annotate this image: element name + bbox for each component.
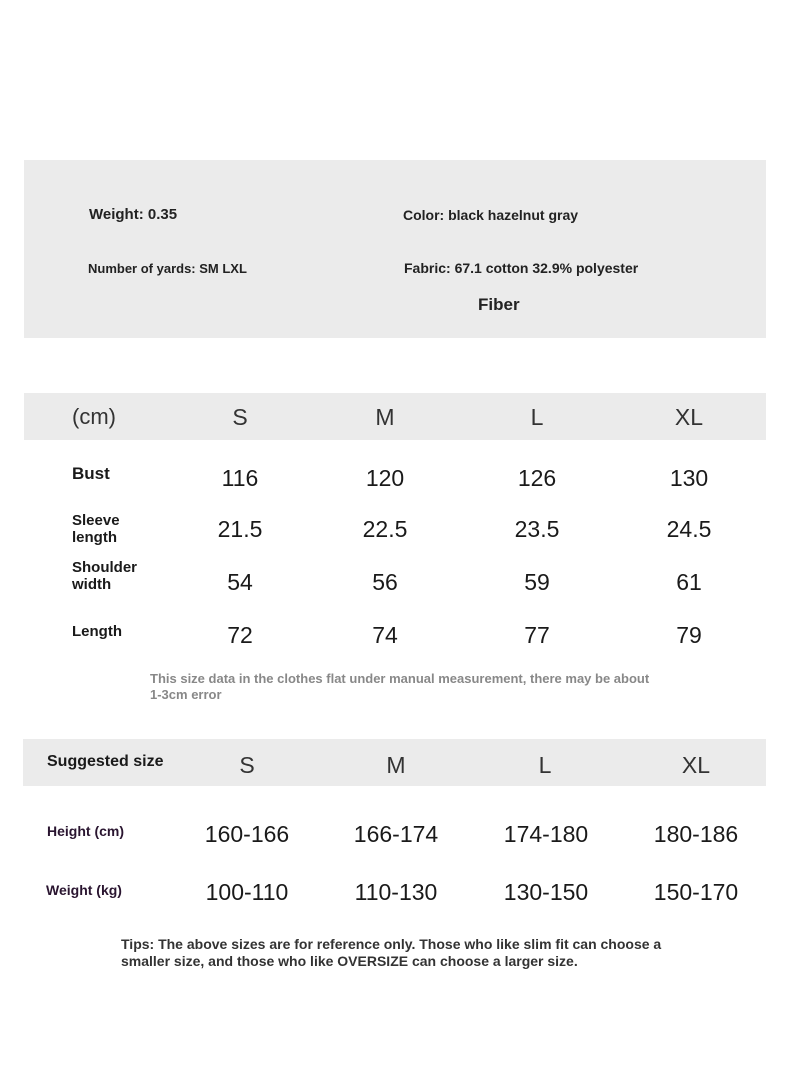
suggested-size-header: Suggested size (47, 753, 164, 770)
table-cell: 24.5 (666, 516, 712, 542)
table-cell: 22.5 (362, 516, 408, 542)
table-cell: 100-110 (205, 879, 289, 905)
table-cell: 166-174 (353, 821, 439, 847)
yards-label: Number of yards: SM LXL (88, 261, 247, 276)
table-cell: 130-150 (503, 879, 589, 905)
product-info-panel (24, 160, 766, 338)
suggested-header-xl: XL (681, 752, 711, 778)
table-cell: 116 (221, 465, 259, 491)
row-label-sleeve-length: Sleeve length (72, 512, 120, 546)
table-cell: 77 (524, 622, 550, 648)
table-cell: 72 (227, 622, 253, 648)
tips-text: Tips: The above sizes are for reference only. Those who like slim fit can choose a smaller size, and those who like OVERSIZE can choose a larger size. (121, 936, 662, 969)
table-cell: 180-186 (653, 821, 739, 847)
fabric-label: Fabric: 67.1 cotton 32.9% polyester (404, 260, 639, 276)
table-cell: 56 (372, 569, 398, 595)
color-label: Color: black hazelnut gray (403, 207, 579, 223)
table-cell: 120 (365, 465, 405, 491)
size-header-l: L (530, 404, 544, 430)
weight-label: Weight: 0.35 (89, 206, 178, 223)
suggested-header-l: L (538, 752, 552, 778)
table-cell: 174-180 (503, 821, 589, 847)
table-cell: 23.5 (514, 516, 560, 542)
table-cell: 126 (517, 465, 557, 491)
row-label-height: Height (cm) (47, 823, 124, 839)
table-cell: 61 (676, 569, 702, 595)
table-cell: 79 (676, 622, 702, 648)
table-cell: 59 (524, 569, 550, 595)
table-cell: 160-166 (204, 821, 290, 847)
fabric-continuation: Fiber (478, 295, 520, 314)
table-cell: 74 (372, 622, 398, 648)
row-label-weight: Weight (kg) (46, 882, 122, 898)
suggested-header-m: M (386, 752, 406, 778)
row-label-length: Length (72, 623, 122, 640)
size-table-unit-header: (cm) (72, 404, 116, 429)
table-cell: 54 (227, 569, 253, 595)
measurement-note: This size data in the clothes flat under manual measurement, there may be about 1-3cm error (150, 671, 650, 702)
row-label-shoulder-width: Shoulder width (72, 559, 138, 593)
size-header-s: S (232, 404, 248, 430)
suggested-header-s: S (239, 752, 255, 778)
table-cell: 110-130 (354, 879, 438, 905)
table-cell: 21.5 (217, 516, 263, 542)
size-header-xl: XL (674, 404, 704, 430)
size-header-m: M (375, 404, 395, 430)
table-cell: 130 (669, 465, 709, 491)
table-cell: 150-170 (653, 879, 739, 905)
row-label-bust: Bust (72, 464, 110, 483)
